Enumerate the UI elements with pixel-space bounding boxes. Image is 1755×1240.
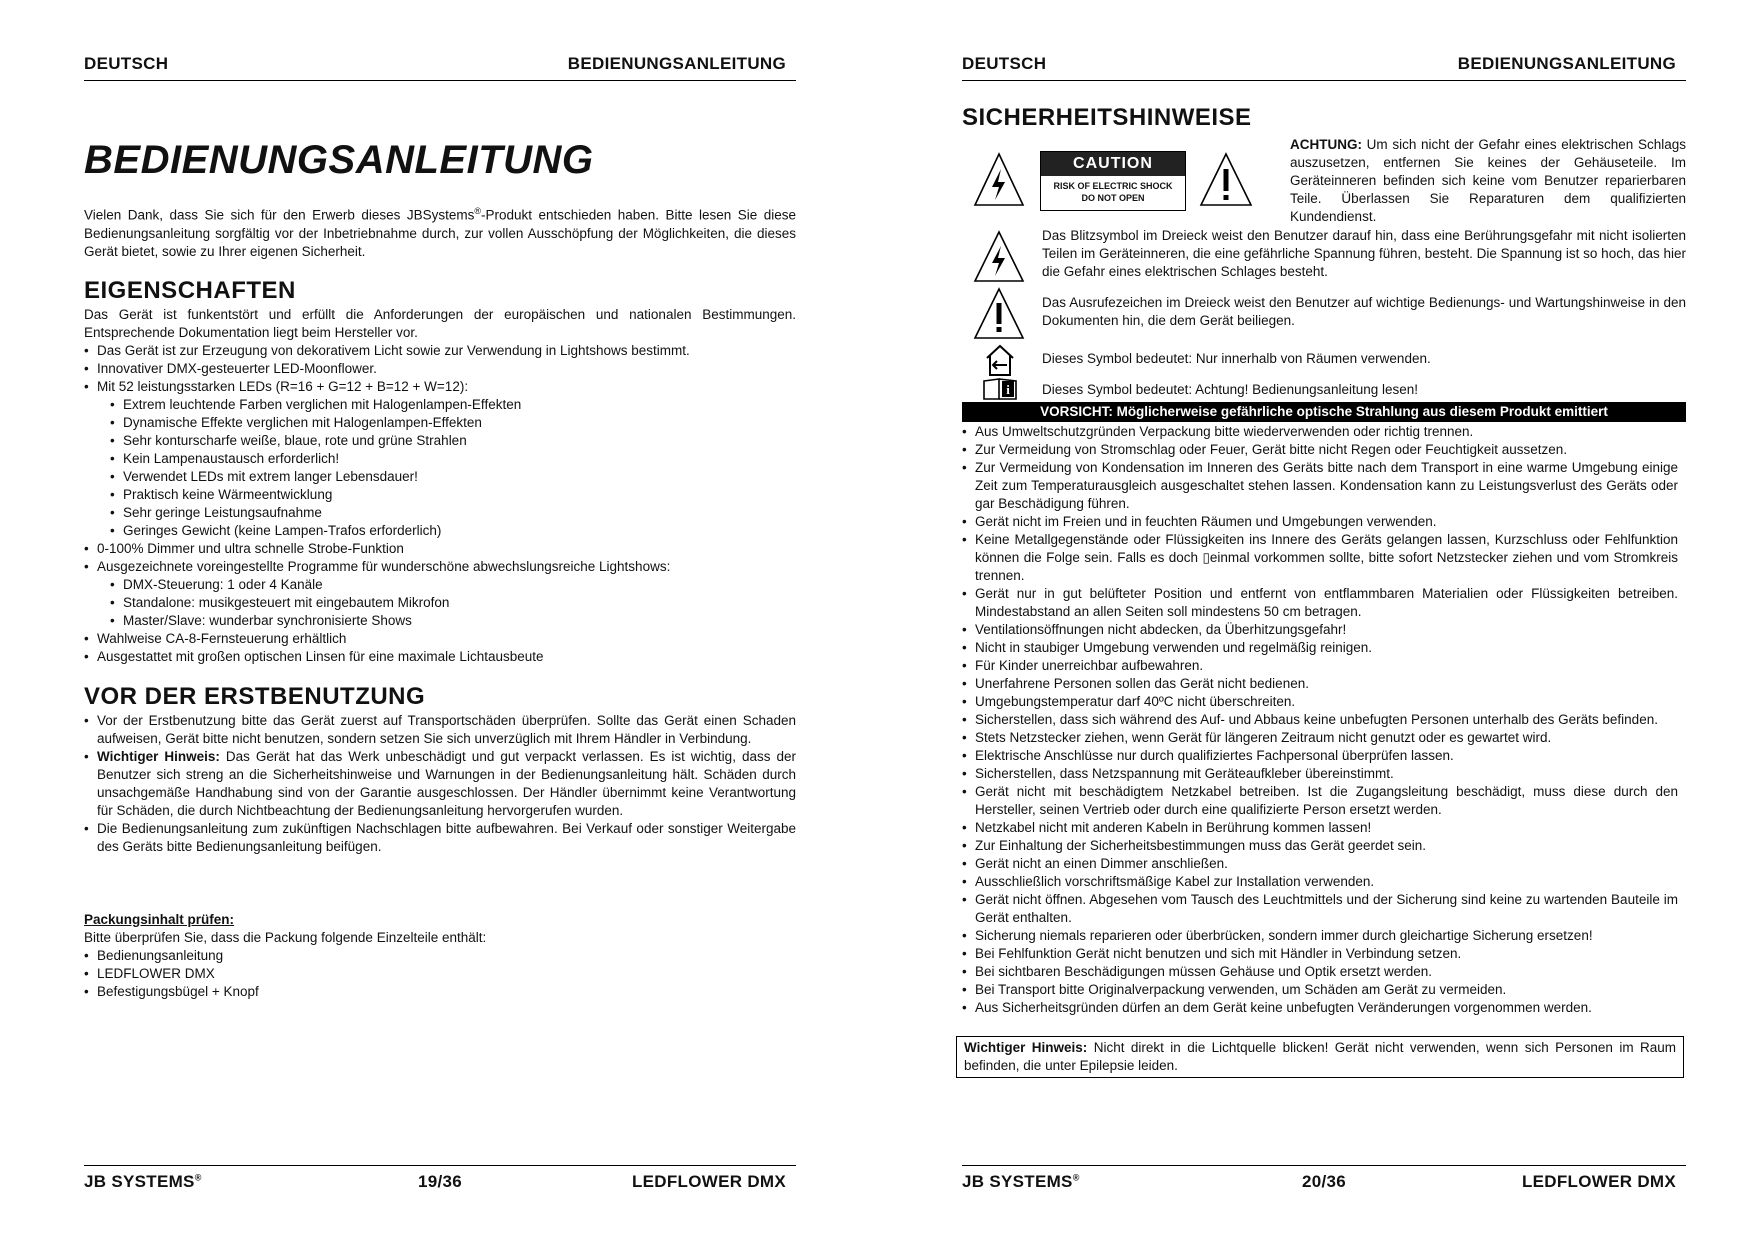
list-item: • Wichtiger Hinweis: Das Gerät hat das Werk unbeschädigt und gut verpackt verlassen. Es ist wichtig, dass der Benutzer sich streng an die Sicherheitshinweise und Warnungen in der Bedienungsanleitung hält. Schäden durch unsachgemäße Handhabung sind von der Garantie ausgeschlossen. Der Händler übernimmt keine Verantwortung für Schäden, die durch Nichtbeachtung der Bedienungsanleitung hervorgerufen wurden. (84, 748, 796, 820)
list-item: • Stets Netzstecker ziehen, wenn Gerät für längeren Zeitraum nicht genutzt oder es gewartet wird. (962, 729, 1678, 747)
list-item: • Bei Fehlfunktion Gerät nicht benutzen und sich mit Händler in Verbindung setzen. (962, 945, 1678, 963)
list-item: • DMX-Steuerung: 1 oder 4 Kanäle (110, 576, 796, 594)
led-sublist (110, 396, 796, 540)
info-glyph: i (1006, 382, 1010, 397)
caution-line-1: RISK OF ELECTRIC SHOCK (1053, 181, 1173, 191)
list-item: • Kein Lampenaustausch erforderlich! (110, 450, 796, 468)
list-item: • Vor der Erstbenutzung bitte das Gerät zuerst auf Transportschäden überprüfen. Sollte das Gerät einen Schaden aufweisen, Gerät bitte nicht benutzen, sondern setzen Sie sich unverzüglich mit Ihrem Händler in Verbindung. (84, 712, 796, 748)
footer-brand: JB SYSTEMS® (84, 1172, 202, 1191)
list-item: • Gerät nicht öffnen. Abgesehen vom Tausch des Leuchtmittels und der Sicherung sind keine zu wartenden Bauteile im Gerät enthalten. (962, 891, 1678, 927)
list-item: • Innovativer DMX-gesteuerter LED-Moonflower. (84, 360, 796, 378)
list-item: • Wahlweise CA-8-Fernsteuerung erhältlich (84, 630, 796, 648)
programs-sublist (110, 576, 796, 630)
caution-line-2: DO NOT OPEN (1081, 193, 1145, 203)
list-item: • Für Kinder unerreichbar aufbewahren. (962, 657, 1678, 675)
package-list (84, 947, 796, 1001)
list-item: • LEDFLOWER DMX (84, 965, 796, 983)
optical-radiation-warning: VORSICHT: Möglicherweise gefährliche optische Strahlung aus diesem Produkt emittiert (962, 402, 1686, 422)
exclamation-explanation: Das Ausrufezeichen im Dreieck weist den Benutzer auf wichtige Bedienungs- und Wartungshinweise in den Dokumenten hin, die dem Gerät beiliegen. (1042, 295, 1686, 328)
list-item: • Aus Sicherheitsgründen dürfen an dem Gerät keine unbefugten Veränderungen vorgenommen werden. (962, 999, 1678, 1017)
safety-list (962, 423, 1678, 1017)
caution-label (1040, 151, 1186, 211)
list-item: • Ausgezeichnete voreingestellte Programme für wunderschöne abwechslungsreiche Lightshows: • DMX-Steuerung: 1 oder 4 Kanäle • Standalone: musikgesteuert mit eingebautem Mikrofon • Master/Slave: wunderbar synchronisierte Shows (84, 558, 796, 630)
lightning-explanation: Das Blitzsymbol im Dreieck weist den Benutzer darauf hin, dass eine Berührungsgefahr mit nicht isolierten Teilen im Geräteinneren, die eine gefährliche Spannung führen, besteht. Die Spannung ist so hoch, das hier die Gefahr eines elektrischen Schlages besteht. (1042, 228, 1686, 279)
list-item: • Standalone: musikgesteuert mit eingebautem Mikrofon (110, 594, 796, 612)
features-section (84, 306, 796, 666)
list-item: • Sicherung niemals reparieren oder überbrücken, sondern immer durch gleichartige Sicherung ersetzen! (962, 927, 1678, 945)
list-item: • Netzkabel nicht mit anderen Kabeln in Berührung kommen lassen! (962, 819, 1678, 837)
list-item: • Bei Transport bitte Originalverpackung verwenden, um Schäden am Gerät zu vermeiden. (962, 981, 1678, 999)
page-20 (962, 0, 1686, 1240)
list-item: • Bei sichtbaren Beschädigungen müssen Gehäuse und Optik ersetzt werden. (962, 963, 1678, 981)
list-item: • Sehr geringe Leistungsaufnahme (110, 504, 796, 522)
list-item: • Extrem leuchtende Farben verglichen mit Halogenlampen-Effekten (110, 396, 796, 414)
list-item: • Verwendet LEDs mit extrem langer Lebensdauer! (110, 468, 796, 486)
list-item: • 0-100% Dimmer und ultra schnelle Strobe-Funktion (84, 540, 796, 558)
before-use-section (84, 712, 796, 856)
list-item: • Sicherstellen, dass sich während des Auf- und Abbaus keine unbefugten Personen unterhalb des Geräts befinden. (962, 711, 1678, 729)
list-item: • Aus Umweltschutzgründen Verpackung bitte wiederverwenden oder richtig trennen. (962, 423, 1678, 441)
footer-brand: JB SYSTEMS® (962, 1172, 1080, 1191)
footer-page-number: 20/36 (1301, 1172, 1347, 1191)
footer-page-number: 19/36 (417, 1172, 463, 1191)
list-item: • Befestigungsbügel + Knopf (84, 983, 796, 1001)
features-heading: EIGENSCHAFTEN (84, 277, 296, 304)
features-list (84, 342, 796, 666)
read-manual-icon (982, 377, 1018, 401)
list-item: • Die Bedienungsanleitung zum zukünftigen Nachschlagen bitte aufbewahren. Bei Verkauf oder sonstiger Weitergabe des Geräts bitte Bedienungsanleitung beifügen. (84, 820, 796, 856)
footer-product: LEDFLOWER DMX (631, 1172, 786, 1191)
list-item: • Ausgestattet mit großen optischen Linsen für eine maximale Lichtausbeute (84, 648, 796, 666)
before-use-heading: VOR DER ERSTBENUTZUNG (84, 683, 426, 710)
page-header (962, 54, 1686, 81)
list-item: • Gerät nur in gut belüfteter Position und entfernt von entflammbaren Materialien oder Flüssigkeiten betreiben. Mindestabstand an allen Seiten soll mindestens 50 cm betragen. (962, 585, 1678, 621)
header-language: DEUTSCH (962, 54, 1047, 73)
list-item: • Keine Metallgegenstände oder Flüssigkeiten ins Innere des Geräts gelangen lassen, Kurzschluss oder Fehlfunktion können die Folge sein. Falls es doch ▯einmal vorkommen sollte, bitte sofort Netzstecker ziehen und vom Stromkreis trennen. (962, 531, 1678, 585)
list-item: • Nicht in staubiger Umgebung verwenden und regelmäßig reinigen. (962, 639, 1678, 657)
intro-paragraph: Vielen Dank, dass Sie sich für den Erwerb dieses JBSystems®-Produkt entschieden haben. Bitte lesen Sie diese Bedienungsanleitung sorgfältig vor der Inbetriebnahme durch, zur vollen Ausschöpfung der Möglichkeiten, die dieses Gerät bietet, sowie zu Ihrer eigenen Sicherheit. (84, 206, 796, 259)
manual-explanation: Dieses Symbol bedeutet: Achtung! Bedienungsanleitung lesen! (1042, 382, 1419, 397)
achtung-paragraph: ACHTUNG: Um sich nicht der Gefahr eines elektrischen Schlags auszusetzen, entfernen Sie keines der Gehäuseteile. Im Geräteinneren befinden sich keine vom Benutzer reparierbaren Teile. Überlassen Sie Reparaturen dem qualifizierten Kundendienst. (1290, 137, 1686, 224)
package-intro: Bitte überprüfen Sie, dass die Packung folgende Einzelteile enthält: (84, 930, 487, 945)
list-item: • Sicherstellen, dass Netzspannung mit Geräteaufkleber übereinstimmt. (962, 765, 1678, 783)
page-header (84, 54, 796, 81)
page-footer (962, 1165, 1686, 1196)
indoor-explanation: Dieses Symbol bedeutet: Nur innerhalb von Räumen verwenden. (1042, 351, 1431, 366)
caution-title: CAUTION (1041, 152, 1185, 176)
header-doc-title: BEDIENUNGSANLEITUNG (1457, 54, 1676, 73)
exclamation-triangle-icon (972, 287, 1026, 341)
list-item: • Dynamische Effekte verglichen mit Halogenlampen-Effekten (110, 414, 796, 432)
list-item: • Umgebungstemperatur darf 40ºC nicht überschreiten. (962, 693, 1678, 711)
page-footer (84, 1165, 796, 1196)
safety-section (962, 423, 1678, 1017)
list-item: • Gerät nicht im Freien und in feuchten Räumen und Umgebungen verwenden. (962, 513, 1678, 531)
package-section (84, 911, 796, 1001)
list-item: • Elektrische Anschlüsse nur durch qualifiziertes Fachpersonal überprüfen lassen. (962, 747, 1678, 765)
list-item: • Ventilationsöffnungen nicht abdecken, da Überhitzungsgefahr! (962, 621, 1678, 639)
lightning-triangle-icon (972, 230, 1026, 284)
list-item: • Das Gerät ist zur Erzeugung von dekorativem Licht sowie zur Verwendung in Lightshows bestimmt. (84, 342, 796, 360)
before-use-list (84, 712, 796, 856)
list-item: • Gerät nicht an einen Dimmer anschließen. (962, 855, 1678, 873)
header-doc-title: BEDIENUNGSANLEITUNG (567, 54, 786, 73)
list-item: • Geringes Gewicht (keine Lampen-Trafos erforderlich) (110, 522, 796, 540)
list-item: • Unerfahrene Personen sollen das Gerät nicht bedienen. (962, 675, 1678, 693)
list-item: • Zur Vermeidung von Stromschlag oder Feuer, Gerät bitte nicht Regen oder Feuchtigkeit aussetzen. (962, 441, 1678, 459)
list-item: • Sehr konturscharfe weiße, blaue, rote und grüne Strahlen (110, 432, 796, 450)
package-heading: Packungsinhalt prüfen: (84, 912, 235, 927)
list-item: • Praktisch keine Wärmeentwicklung (110, 486, 796, 504)
list-item: • Zur Vermeidung von Kondensation im Inneren des Geräts bitte nach dem Transport in eine warme Umgebung einige Zeit zum Temperaturausgleich ausgeschaltet stehen lassen. Kondensation kann zu Leistungsverlust des Geräts oder gar Beschädigung führen. (962, 459, 1678, 513)
important-note-box: Wichtiger Hinweis: Nicht direkt in die Lichtquelle blicken! Gerät nicht verwenden, wenn sich Personen im Raum befinden, die unter Epilepsie leiden. (956, 1036, 1684, 1078)
list-item: • Master/Slave: wunderbar synchronisierte Shows (110, 612, 796, 630)
page-19 (84, 0, 796, 1240)
exclamation-warning-icon (1198, 151, 1254, 209)
indoor-use-icon (984, 343, 1016, 377)
features-intro: Das Gerät ist funkentstört und erfüllt die Anforderungen der europäischen und nationalen Bestimmungen. Entsprechende Dokumentation liegt beim Hersteller vor. (84, 307, 796, 340)
safety-heading: SICHERHEITSHINWEISE (962, 104, 1252, 131)
list-item: • Gerät nicht mit beschädigtem Netzkabel betreiben. Ist die Zugangsleitung beschädigt, muss diese durch den Hersteller, seinen Vertrieb oder durch eine qualifizierte Person ersetzt werden. (962, 783, 1678, 819)
page-title: BEDIENUNGSANLEITUNG (84, 138, 594, 182)
list-item: • Zur Einhaltung der Sicherheitsbestimmungen muss das Gerät geerdet sein. (962, 837, 1678, 855)
list-item: • Mit 52 leistungsstarken LEDs (R=16 + G=12 + B=12 + W=12): • Extrem leuchtende Farben verglichen mit Halogenlampen-Effekten • Dynamische Effekte verglichen mit Halogenlampen-Effekten • Sehr konturscharfe weiße, blaue, rote und grüne Strahlen • Kein Lampenaustausch erforderlich! • Verwendet LEDs mit extrem langer Lebensdauer! • Praktisch keine Wärmeentwicklung • Sehr geringe Leistungsaufnahme • Geringes Gewicht (keine Lampen-Trafos erforderlich) (84, 378, 796, 540)
list-item: • Bedienungsanleitung (84, 947, 796, 965)
header-language: DEUTSCH (84, 54, 169, 73)
lightning-warning-icon (972, 151, 1026, 209)
footer-product: LEDFLOWER DMX (1521, 1172, 1676, 1191)
list-item: • Ausschließlich vorschriftsmäßige Kabel zur Installation verwenden. (962, 873, 1678, 891)
